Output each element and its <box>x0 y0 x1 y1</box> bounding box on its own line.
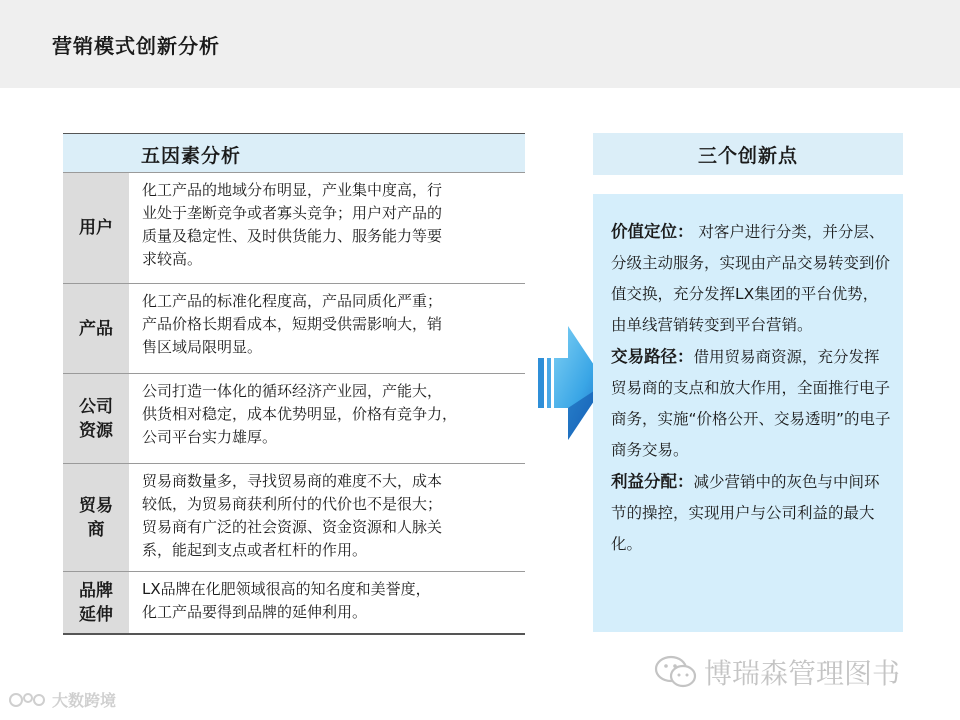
row-category: 品牌 延伸 <box>63 572 129 633</box>
page-title: 营销模式创新分析 <box>52 34 220 58</box>
row-category: 产品 <box>63 284 129 373</box>
point-text-trade: 借用贸易商资源，充分发挥贸易商的支点和放大作用，全面推行电子商务，实施“价格公开、交易透明”的电子商务交易。 <box>611 348 891 459</box>
point-label-value: 价值定位： <box>611 222 694 241</box>
watermark-right-text: 博瑞森管理图书 <box>704 657 901 690</box>
dashu-logo-icon <box>8 690 48 710</box>
row-description: 公司打造一体化的循环经济产业园，产能大， 供货相对稳定，成本优势明显，价格有竞争力， 公司平台实力雄厚。 <box>142 382 458 446</box>
title-bar <box>0 0 960 88</box>
table-row-trader <box>63 464 525 572</box>
table-row-brand <box>63 572 525 635</box>
wechat-icon <box>654 655 698 689</box>
point-text-value: 对客户进行分类，并分层、分级主动服务，实现由产品交易转变到价值交换，充分发挥LX集团的平台优势，由单线营销转变到平台营销。 <box>611 223 891 334</box>
table-row-company <box>63 374 525 464</box>
watermark-left-text: 大数跨境 <box>52 691 117 710</box>
table-header-label: 五因素分析 <box>141 145 242 167</box>
row-category: 公司 资源 <box>63 374 129 463</box>
row-description: LX品牌在化肥领域很高的知名度和美誉度， 化工产品要得到品牌的延伸利用。 <box>142 580 431 621</box>
table-row-product <box>63 284 525 374</box>
row-category: 贸易 商 <box>63 464 129 571</box>
watermark-left <box>8 688 116 711</box>
row-description: 贸易商数量多，寻找贸易商的难度不大，成本 较低，为贸易商获利所付的代价也不是很大； 贸易商有广泛的社会资源、资金资源和人脉关 系，能起到支点或者杠杆的作用。 <box>142 472 443 559</box>
row-description: 化工产品的标准化程度高，产品同质化严重； 产品价格长期看成本，短期受供需影响大，销 售区域局限明显。 <box>142 292 443 356</box>
row-description: 化工产品的地域分布明显，产业集中度高，行 业处于垄断竞争或者寡头竞争；用户对产品的 质量及稳定性、及时供货能力、服务能力等要 求较高。 <box>142 181 443 268</box>
innovation-text <box>611 216 891 560</box>
row-category: 用户 <box>63 173 129 283</box>
point-text-profit: 减少营销中的灰色与中间环节的操控，实现用户与公司利益的最大化。 <box>611 473 880 553</box>
watermark-right <box>654 652 900 692</box>
point-label-trade: 交易路径： <box>611 347 694 366</box>
table-row-user <box>63 173 525 284</box>
innovation-panel <box>593 194 903 632</box>
point-label-profit: 利益分配： <box>611 472 694 491</box>
five-factor-table <box>63 133 525 635</box>
innovation-header: 三个创新点 <box>593 133 903 175</box>
table-header <box>63 134 525 173</box>
